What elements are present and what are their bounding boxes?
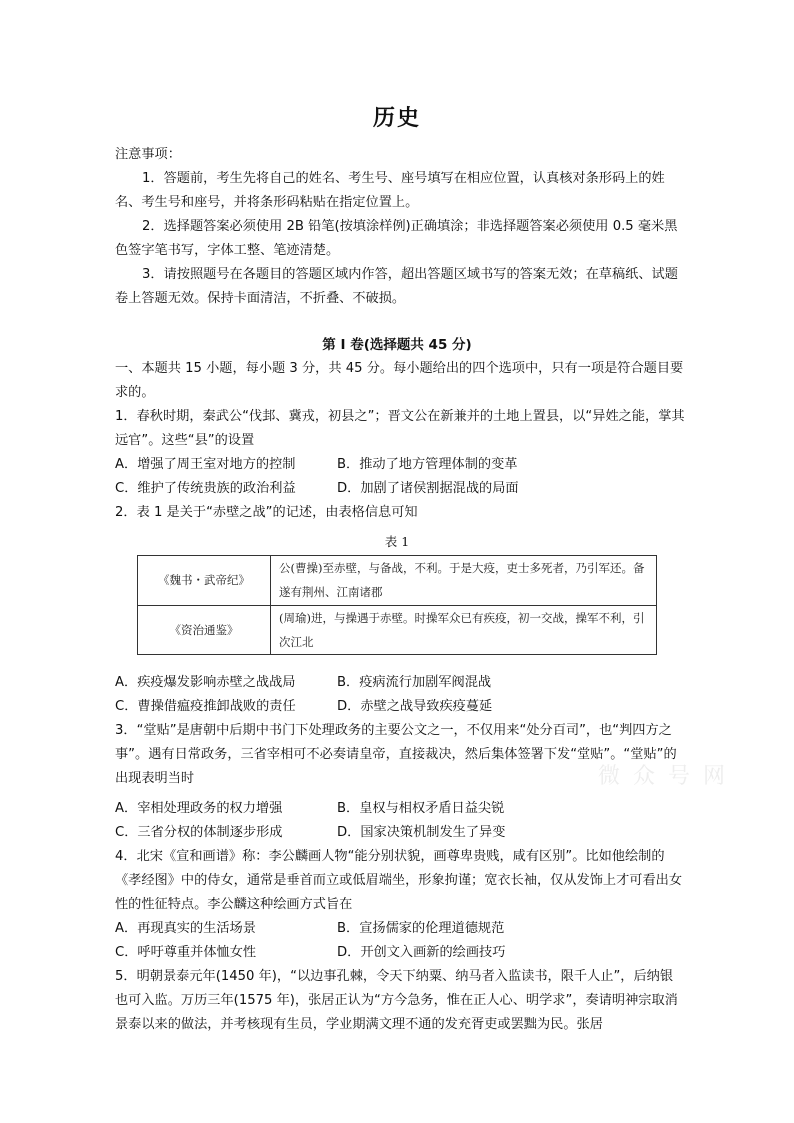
question-1-options-row-2: [115, 477, 685, 501]
q4-option-a: A．再现真实的生活场景: [115, 921, 256, 936]
question-3-options-row-2: [115, 821, 685, 845]
q1-option-c: C．维护了传统贵族的政治利益: [115, 481, 296, 496]
table-row: [138, 605, 657, 655]
notes-heading: 注意事项：: [115, 147, 181, 162]
question-2-options-row-2: [115, 695, 685, 719]
section-intro: 一、本题共 15 小题，每小题 3 分，共 45 分。每小题给出的四个选项中，只有一项是符合题目要求的。: [115, 361, 684, 400]
q2-option-c: C．曹操借瘟疫推卸战败的责任: [115, 699, 296, 714]
chibi-battle-table: [137, 555, 657, 655]
q2-option-a: A．疾疫爆发影响赤壁之战战局: [115, 675, 296, 690]
note-item-3: 3．请按照题号在各题目的答题区域内作答，超出答题区域书写的答案无效；在草稿纸、试题卷上答题无效。保持卡面清洁，不折叠、不破损。: [115, 267, 678, 306]
question-2-options-row-1: [115, 671, 685, 695]
q1-option-d: D．加剧了诸侯割据混战的局面: [337, 481, 519, 496]
note-item-2: 2．选择题答案必须使用 2B 铅笔(按填涂样例)正确填涂；非选择题答案必须使用 0.5 毫米黑色签字笔书写，字体工整、笔迹清楚。: [115, 219, 678, 258]
question-1-options-row-1: [115, 453, 685, 477]
table-row: [138, 556, 657, 606]
q3-option-d: D．国家决策机制发生了异变: [337, 825, 506, 840]
q1-option-a: A．增强了周王室对地方的控制: [115, 457, 296, 472]
note-item-1: 1．答题前，考生先将自己的姓名、考生号、座号填写在相应位置，认真核对条形码上的姓名、考生号和座号，并将条形码粘贴在指定位置上。: [115, 171, 665, 210]
page-title: 历史: [372, 106, 421, 131]
q1-option-b: B．推动了地方管理体制的变革: [337, 457, 518, 472]
q4-option-b: B．宣扬儒家的伦理道德规范: [337, 921, 505, 936]
watermark: 微 众 号 网: [598, 764, 728, 789]
question-4-options-row-1: [115, 917, 685, 941]
question-1-stem: 1．春秋时期，秦武公“伐邽、冀戎，初县之”；晋文公在新兼并的土地上置县，以“异姓之能，掌其远官”。这些“县”的设置: [115, 409, 685, 448]
q2-option-d: D．赤壁之战导致疾疫蔓延: [337, 699, 493, 714]
table-text-cell: (周瑜)进，与操遇于赤壁。时操军众已有疾疫，初一交战，操军不利，引次江北: [271, 605, 657, 655]
question-3-options-row-1: [115, 797, 685, 821]
table-source-cell: 《资治通鉴》: [138, 605, 271, 655]
q3-option-c: C．三省分权的体制逐步形成: [115, 825, 283, 840]
section-title: 第 Ⅰ 卷(选择题共 45 分): [322, 337, 472, 353]
table-source-cell: 《魏书・武帝纪》: [138, 556, 271, 606]
q4-option-c: C．呼吁尊重并体恤女性: [115, 945, 257, 960]
q4-option-d: D．开创文入画新的绘画技巧: [337, 945, 506, 960]
question-5-stem: 5．明朝景泰元年(1450 年)，“以边事孔棘，令天下纳粟、纳马者入监读书，限千人止”，后纳银也可入监。万历三年(1575 年)，张居正认为“方今急务，惟在正人心、明学求”，奏请明神宗取消景泰以来的做法，并考核现有生员，学业期满文理不通的发充胥吏或罢黜为民。张居: [115, 969, 678, 1032]
table-caption: 表 1: [384, 534, 410, 549]
q3-option-a: A．宰相处理政务的权力增强: [115, 801, 283, 816]
question-4-stem: 4．北宋《宣和画谱》称：李公麟画人物“能分别状貌，画尊卑贵贱，咸有区别”。比如他绘制的《孝经图》中的侍女，通常是垂首而立或低眉端坐，形象拘谨；宽衣长袖，仅从发饰上才可看出女性的性征特点。李公麟这种绘画方式旨在: [115, 849, 683, 912]
question-3-stem: 3．“堂贴”是唐朝中后期中书门下处理政务的主要公文之一，不仅用来“处分百司”，也“判四方之事”。遇有日常政务，三省宰相可不必奏请皇帝，直接裁决，然后集体签署下发“堂贴”。“堂贴”的出现表明当时: [115, 723, 677, 786]
q3-option-b: B．皇权与相权矛盾日益尖锐: [337, 801, 505, 816]
question-4-options-row-2: [115, 941, 685, 965]
question-2-stem: 2．表 1 是关于“赤壁之战”的记述，由表格信息可知: [115, 505, 418, 520]
table-text-cell: 公(曹操)至赤壁，与备战，不利。于是大疫，吏士多死者，乃引军还。备遂有荆州、江南诸郡: [271, 556, 657, 606]
q2-option-b: B．疫病流行加剧军阀混战: [337, 675, 492, 690]
